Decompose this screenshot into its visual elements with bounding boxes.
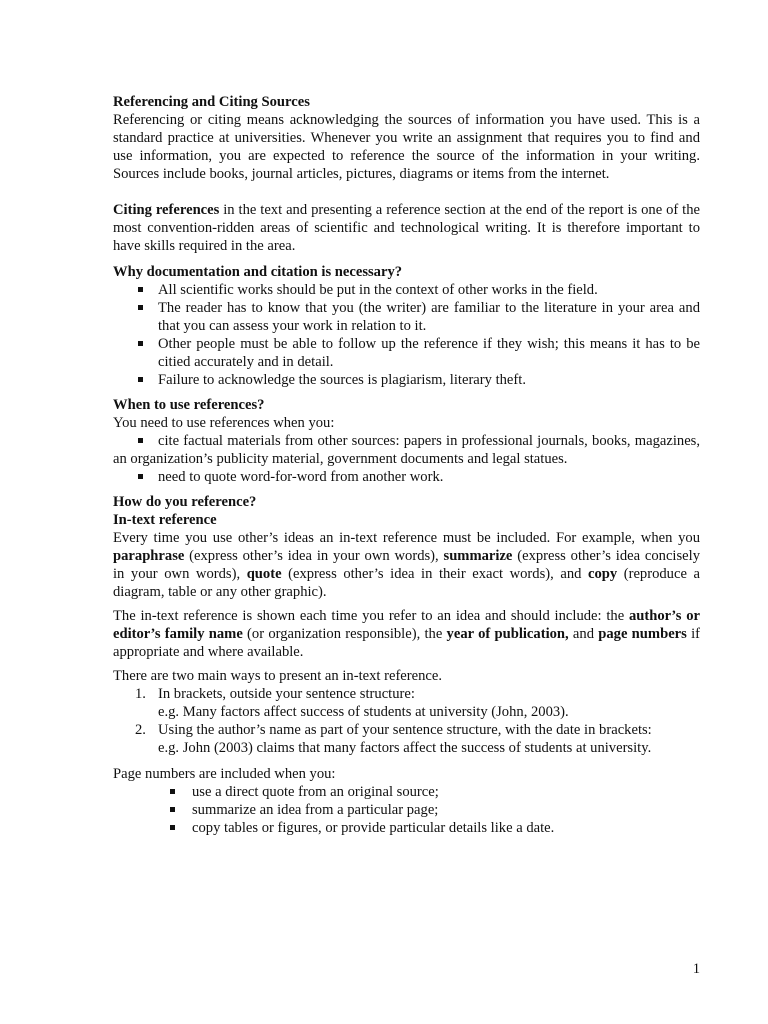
bold-term: author’s or editor’s family name (113, 608, 700, 642)
why-heading: Why documentation and citation is necessary? (113, 264, 403, 280)
example-text: e.g. John (2003) claims that many factors affect the success of students at university. (158, 740, 652, 756)
ways-list (113, 685, 700, 757)
citing-bold-text: Citing references (113, 202, 220, 218)
list-item: cite factual materials from other sources: papers in professional journals, books, magazines, an organization’s publicity material, government documents and legal statues. (113, 433, 700, 467)
why-list (113, 281, 700, 389)
how-heading: How do you reference? (113, 494, 257, 510)
list-item: copy tables or figures, or provide particular details like a date. (113, 819, 700, 837)
bold-term: summarize (443, 548, 513, 564)
list-item (113, 685, 700, 721)
bold-term: page numbers (598, 626, 687, 642)
list-item: Other people must be able to follow up the reference if they wish; this means it has to be citied accurately and in detail. (113, 335, 700, 371)
text-run: Every time you use other’s ideas an in-text reference must be included. For example, when you (113, 530, 700, 546)
pages-intro: Page numbers are included when you: (113, 766, 336, 782)
document-title: Referencing and Citing Sources (113, 94, 310, 110)
page-number: 1 (692, 961, 700, 977)
bold-term: year of publication, (446, 626, 569, 642)
text-run: (express other’s idea in their exact words), and (281, 566, 588, 582)
list-item-text: Using the author’s name as part of your sentence structure, with the date in brackets: (158, 722, 652, 738)
list-item: summarize an idea from a particular page; (113, 801, 700, 819)
list-number: 1. (135, 686, 146, 702)
example-text: e.g. Many factors affect success of students at university (John, 2003). (158, 704, 569, 720)
list-number: 2. (135, 722, 146, 738)
bold-term: copy (587, 566, 618, 582)
intext-paragraph (113, 529, 700, 601)
list-item: The reader has to know that you (the writer) are familiar to the literature in your area and that you can assess your work in relation to it. (113, 299, 700, 335)
text-run: (express other’s idea concisely in your own words), (113, 548, 700, 582)
bold-term: paraphrase (113, 548, 185, 564)
text-run: and (568, 626, 599, 642)
ways-intro: There are two main ways to present an in-text reference. (113, 668, 443, 684)
citing-text: in the text and presenting a reference section at the end of the report is one of the most convention-ridden areas of scientific and technological writing. It is therefore important to have skills required in the area. (113, 202, 701, 254)
when-intro: You need to use references when you: (113, 415, 335, 431)
text-run: The in-text reference is shown each time you refer to an idea and should include: the (113, 608, 629, 624)
list-item (113, 721, 700, 757)
text-run: (or organization responsible), the (242, 626, 447, 642)
intro-paragraph: Referencing or citing means acknowledging the sources of information you have used. This is a standard practice at universities. Whenever you write an assignment that requires you to find and use information, you are expected to reference the source of the information in your writing. Sources include books, journal articles, pictures, diagrams or items from the internet. (113, 112, 700, 182)
list-item: Failure to acknowledge the sources is plagiarism, literary theft. (113, 371, 700, 389)
document-page (113, 93, 700, 837)
list-item: need to quote word-for-word from another work. (113, 468, 700, 486)
intext-heading: In-text reference (113, 512, 217, 528)
citing-paragraph (113, 201, 700, 255)
text-run: (express other’s idea in your own words), (184, 548, 444, 564)
list-item-text: In brackets, outside your sentence structure: (158, 686, 415, 702)
bold-term: quote (246, 566, 282, 582)
list-item: use a direct quote from an original source; (113, 783, 700, 801)
when-heading: When to use references? (113, 397, 265, 413)
list-item: All scientific works should be put in the context of other works in the field. (113, 281, 700, 299)
when-list (113, 432, 700, 486)
text-run: if appropriate and where available. (113, 626, 700, 660)
pages-list (113, 783, 700, 837)
text-run: (reproduce a diagram, table or any other graphic). (113, 566, 700, 600)
intext-includes-paragraph (113, 607, 700, 661)
